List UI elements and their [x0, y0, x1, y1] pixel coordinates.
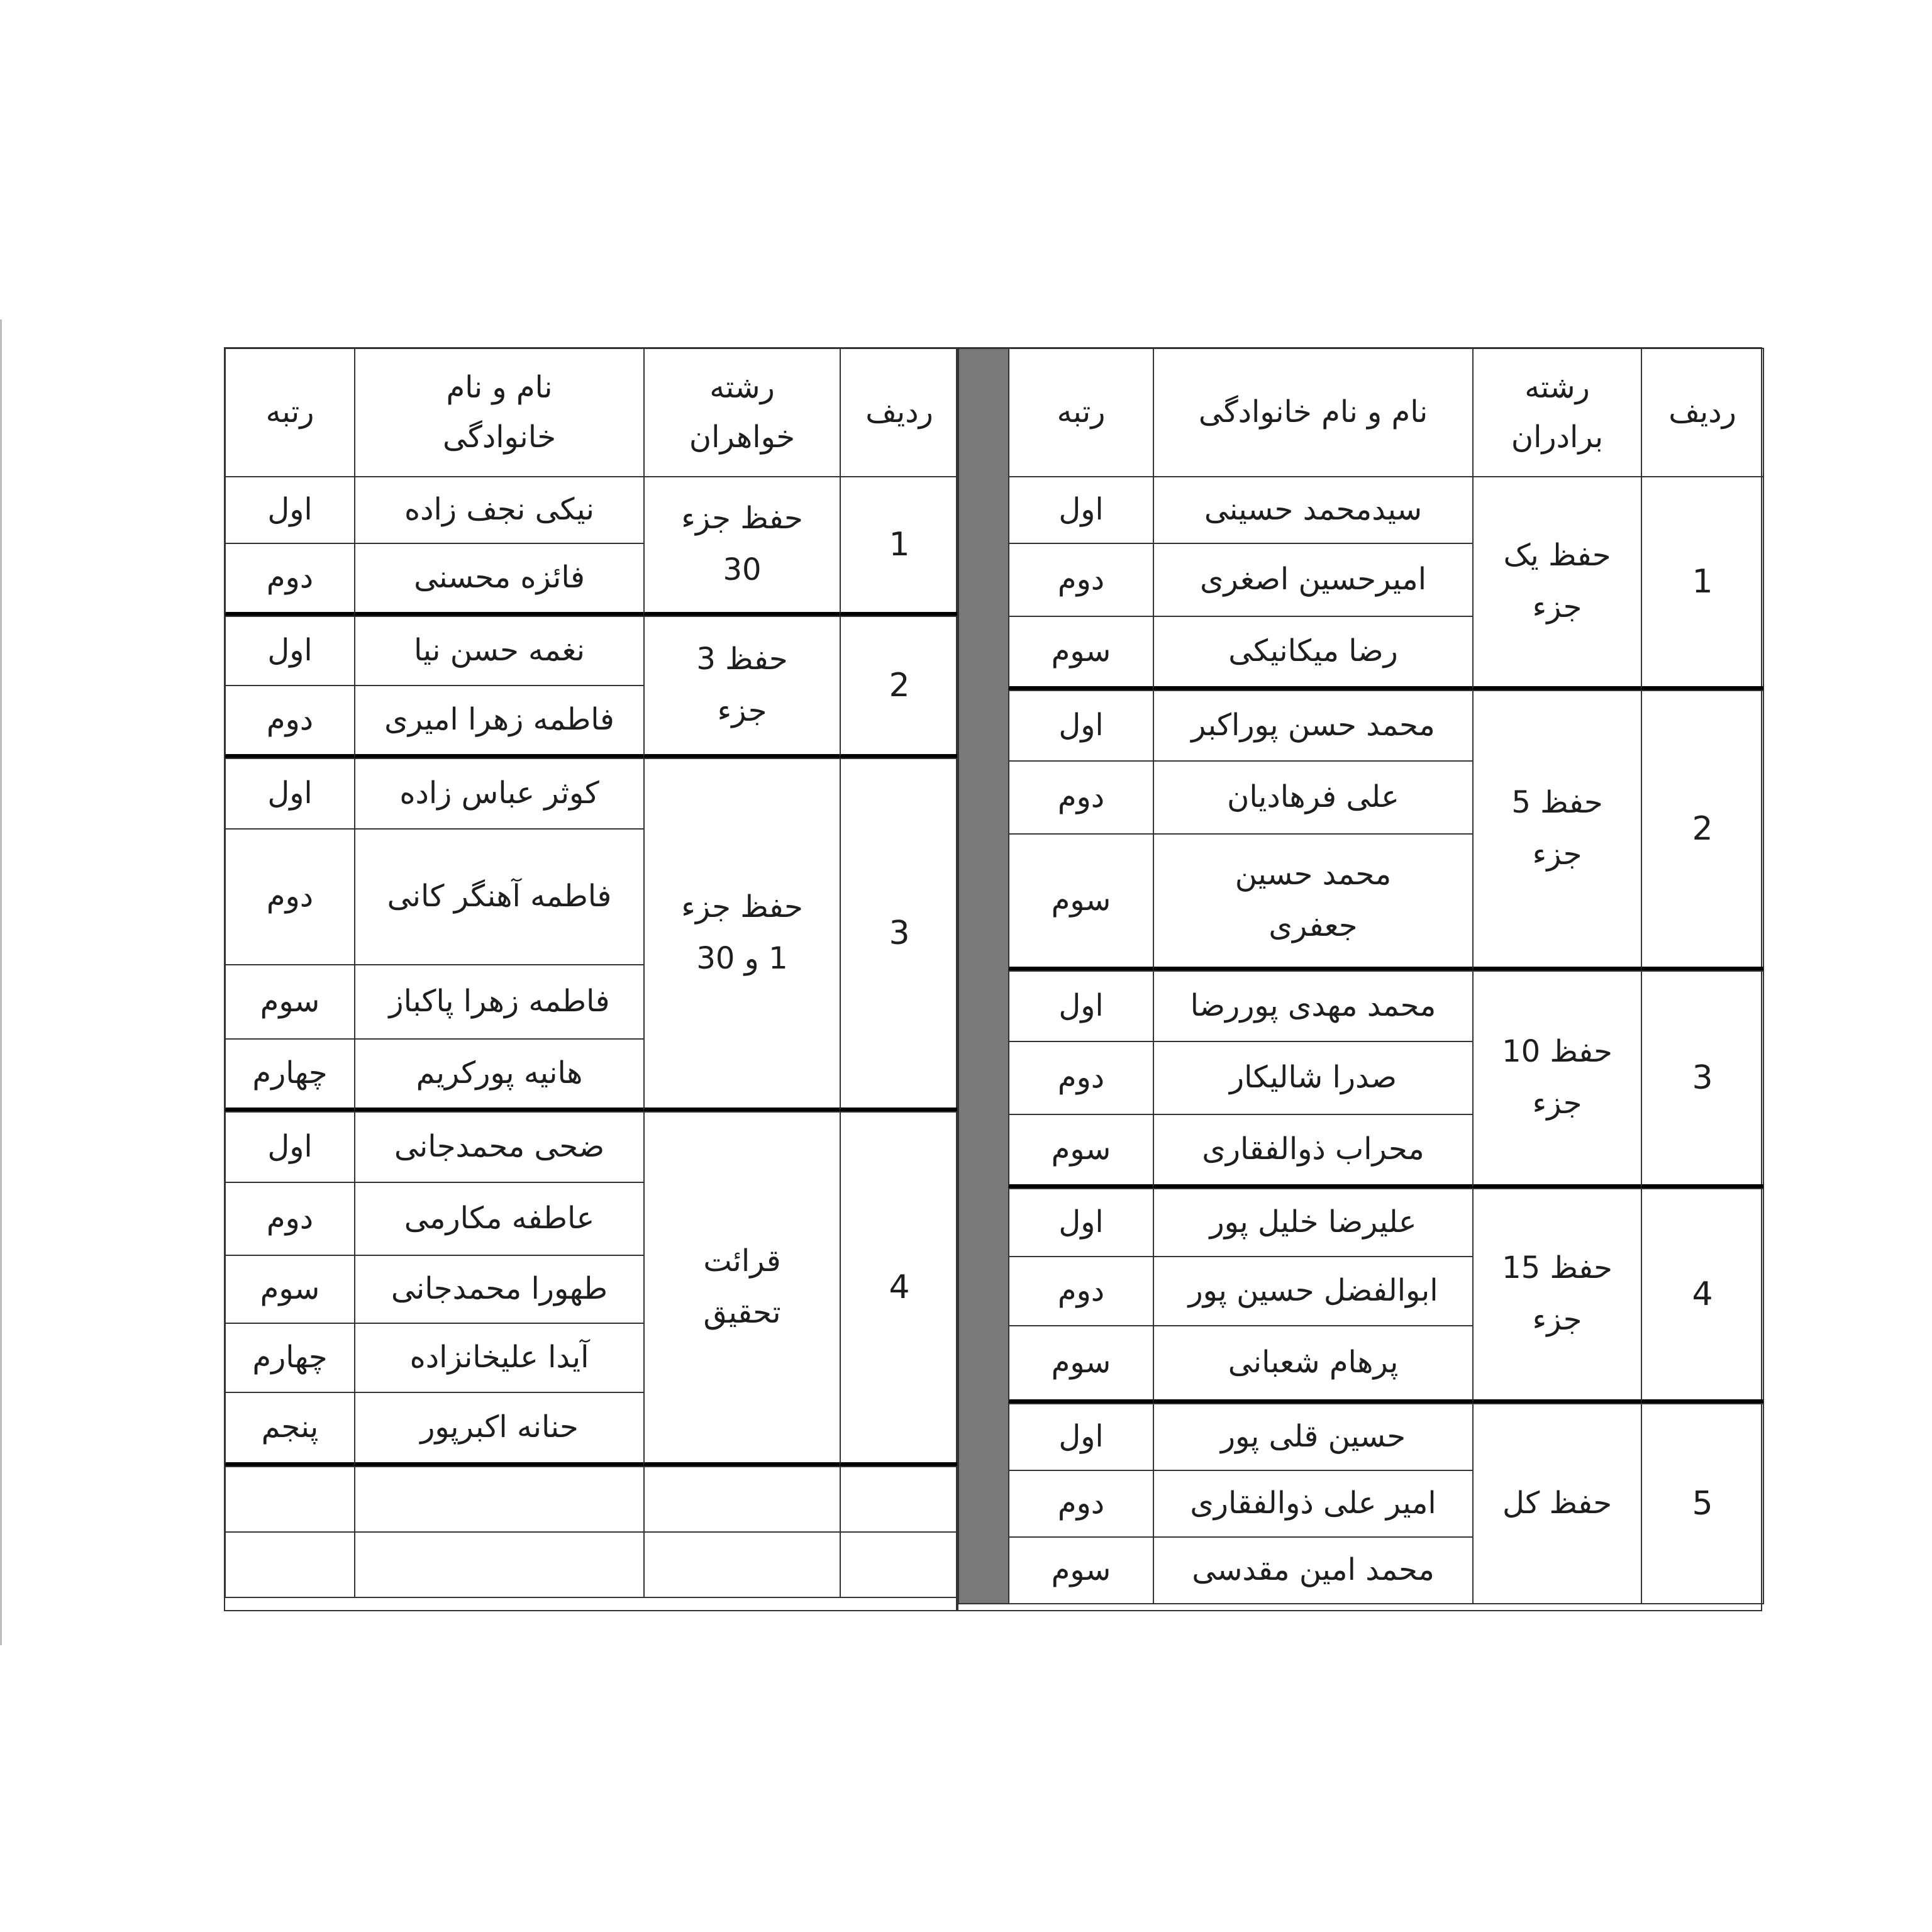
name-cell: محمد حسن پوراکبر: [1153, 690, 1474, 762]
row-number-cell: 3: [1641, 970, 1764, 1189]
name-cell: طهورا محمدجانی: [354, 1255, 645, 1324]
name-cell: محمد حسین جعفری: [1153, 833, 1474, 972]
row-number-cell: 2: [1641, 690, 1764, 972]
field-cell: حفظ جزء 30: [643, 476, 841, 617]
rank-cell: سوم: [1008, 1114, 1154, 1189]
header-name: نام و نام خانوادگی: [1153, 348, 1474, 477]
page-edge-line: [0, 319, 2, 1645]
name-cell: ابوالفضل حسین پور: [1153, 1256, 1474, 1326]
header-row: ردیف: [840, 348, 959, 477]
name-cell: رضا میکانیکی: [1153, 616, 1474, 691]
empty-cell: [354, 1466, 645, 1533]
row-number-cell: 3: [840, 758, 959, 1113]
header-row: ردیف: [1641, 348, 1764, 477]
rank-cell: دوم: [225, 543, 355, 617]
empty-cell: [840, 1531, 959, 1598]
header-rank: رتبه: [1008, 348, 1154, 477]
field-cell: حفظ یک جزء: [1472, 476, 1642, 691]
field-cell: حفظ 5 جزء: [1472, 690, 1642, 972]
field-cell: حفظ 3 جزء: [643, 616, 841, 759]
name-cell: آیدا علیخانزاده: [354, 1323, 645, 1393]
rank-cell: سوم: [225, 1255, 355, 1324]
rank-cell: اول: [225, 476, 355, 544]
rank-cell: اول: [225, 616, 355, 686]
name-cell: علیرضا خلیل پور: [1153, 1188, 1474, 1257]
rank-cell: دوم: [1008, 760, 1154, 835]
rank-cell: اول: [1008, 476, 1154, 544]
name-cell: کوثر عباس زاده: [354, 758, 645, 830]
header-rank: رتبه: [225, 348, 355, 477]
name-cell: محراب ذوالفقاری: [1153, 1114, 1474, 1189]
name-cell: محمد امین مقدسی: [1153, 1536, 1474, 1604]
field-cell: حفظ کل: [1472, 1403, 1642, 1604]
name-cell: امیرحسین اصغری: [1153, 543, 1474, 617]
rank-cell: اول: [225, 1111, 355, 1183]
name-cell: سیدمحمد حسینی: [1153, 476, 1474, 544]
name-cell: نغمه حسن نیا: [354, 616, 645, 686]
sisters-table: [224, 347, 957, 1611]
rank-cell: چهارم: [225, 1038, 355, 1113]
name-cell: هانیه پورکریم: [354, 1038, 645, 1113]
row-number-cell: 1: [1641, 476, 1764, 691]
row-number-cell: 2: [840, 616, 959, 759]
header-field: رشته خواهران: [643, 348, 841, 477]
empty-cell: [225, 1531, 355, 1598]
rank-cell: اول: [1008, 1188, 1154, 1257]
rank-cell: سوم: [225, 964, 355, 1040]
rank-cell: پنجم: [225, 1392, 355, 1467]
header-name: نام و نام خانوادگی: [354, 348, 645, 477]
name-cell: ضحی محمدجانی: [354, 1111, 645, 1183]
name-cell: فاطمه زهرا امیری: [354, 685, 645, 759]
row-number-cell: 1: [840, 476, 959, 617]
row-number-cell: 4: [840, 1111, 959, 1467]
empty-cell: [354, 1531, 645, 1598]
rank-cell: چهارم: [225, 1323, 355, 1393]
empty-cell: [643, 1531, 841, 1598]
name-cell: صدرا شالیکار: [1153, 1041, 1474, 1115]
name-cell: امیر علی ذوالفقاری: [1153, 1470, 1474, 1538]
field-cell: حفظ جزء 1 و 30: [643, 758, 841, 1113]
row-number-cell: 4: [1641, 1188, 1764, 1404]
name-cell: عاطفه مکارمی: [354, 1182, 645, 1256]
empty-cell: [643, 1466, 841, 1533]
row-number-cell: 5: [1641, 1403, 1764, 1604]
name-cell: علی فرهادیان: [1153, 760, 1474, 835]
name-cell: حنانه اکبرپور: [354, 1392, 645, 1467]
rank-cell: دوم: [1008, 1256, 1154, 1326]
rank-cell: اول: [1008, 970, 1154, 1042]
rank-cell: سوم: [1008, 1325, 1154, 1404]
rank-cell: دوم: [225, 685, 355, 759]
name-cell: نیکی نجف زاده: [354, 476, 645, 544]
rank-cell: دوم: [1008, 543, 1154, 617]
rank-cell: اول: [1008, 690, 1154, 762]
rank-cell: سوم: [1008, 833, 1154, 972]
field-cell: حفظ 10 جزء: [1472, 970, 1642, 1189]
rank-cell: اول: [1008, 1403, 1154, 1471]
rank-cell: دوم: [1008, 1470, 1154, 1538]
field-cell: حفظ 15 جزء: [1472, 1188, 1642, 1404]
table-separator-column: [958, 348, 1009, 1604]
rank-cell: دوم: [225, 828, 355, 965]
header-field: رشته برادران: [1472, 348, 1642, 477]
name-cell: پرهام شعبانی: [1153, 1325, 1474, 1404]
name-cell: حسین قلی پور: [1153, 1403, 1474, 1471]
rank-cell: اول: [225, 758, 355, 830]
name-cell: فاطمه آهنگر کانی: [354, 828, 645, 965]
name-cell: محمد مهدی پوررضا: [1153, 970, 1474, 1042]
rank-cell: سوم: [1008, 616, 1154, 691]
brothers-table: [957, 347, 1762, 1611]
rank-cell: دوم: [1008, 1041, 1154, 1115]
empty-cell: [840, 1466, 959, 1533]
rank-cell: دوم: [225, 1182, 355, 1256]
field-cell: قرائت تحقیق: [643, 1111, 841, 1467]
empty-cell: [225, 1466, 355, 1533]
rank-cell: سوم: [1008, 1536, 1154, 1604]
name-cell: فائزه محسنی: [354, 543, 645, 617]
name-cell: فاطمه زهرا پاکباز: [354, 964, 645, 1040]
